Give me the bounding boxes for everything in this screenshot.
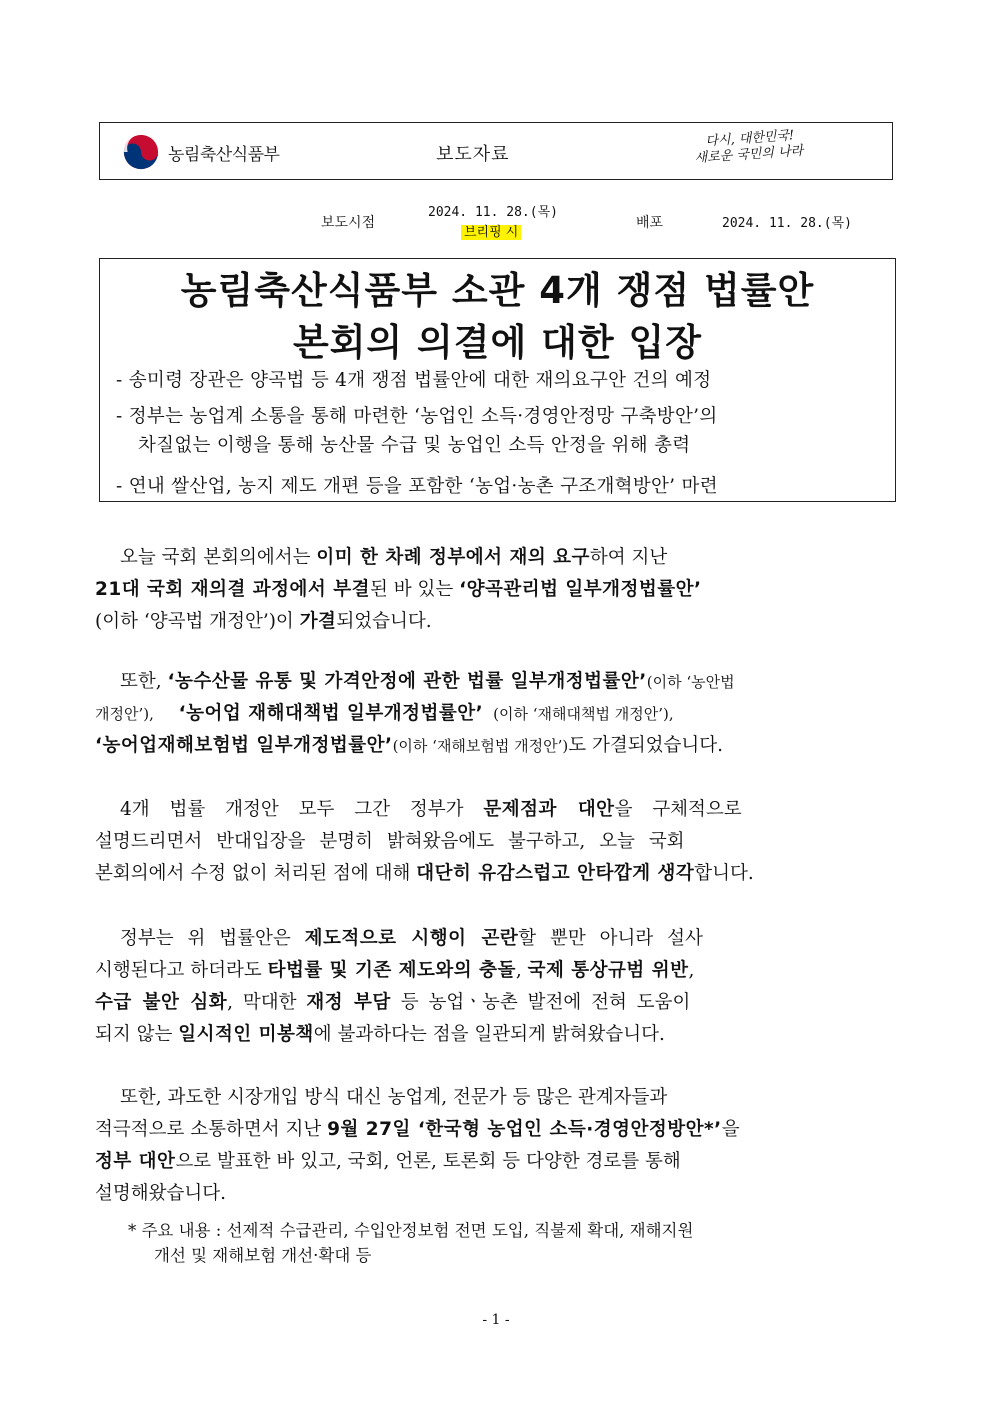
page-title	[100, 265, 895, 369]
page-number: - 1 -	[482, 1312, 510, 1328]
release-note: 브리핑 시	[461, 221, 521, 240]
taegeuk-icon	[122, 133, 160, 171]
slogan-line1: 다시, 대한민국!	[705, 128, 795, 150]
distribution-date: 2024. 11. 28.(목)	[722, 216, 852, 231]
footnote	[128, 1218, 693, 1268]
paragraph-2: 또한, ‘농수산물 유통 및 가격안정에 관한 법률 일부개정법률안’(이하 ‘농안법 개정안’), ‘농어업 재해대책법 일부개정법률안’ (이하 ‘재해대책법 개정안’), ‘농어업재해보험법 일부개정법률안’(이하 ‘재해보험법 개정안’)도 가결되었습니다.	[95, 671, 735, 756]
release-label: 보도시점	[321, 215, 376, 231]
slogan	[694, 128, 804, 167]
paragraph-5: 또한, 과도한 시장개입 방식 대신 농업계, 전문가 등 많은 관계자들과 적극적으로 소통하면서 지난 9월 27일 ‘한국형 농업인 소득·경영안정방안*’을 정부 대안으로 발표한 바 있고, 국회, 언론, 토론회 등 다양한 경로를 통해 설명해왔습니다.	[95, 1087, 740, 1204]
subpoint-2-cont: 차질없는 이행을 통해 농산물 수급 및 농업인 소득 안정을 위해 총력	[138, 435, 691, 456]
paragraph-4: 정부는 위 법률안은 제도적으로 시행이 곤란할 뿐만 아니라 설사 시행된다고 하더라도 타법률 및 기존 제도와의 충돌, 국제 통상규범 위반, 수급 불안 심화, 막대한 재정 부담 등 농업ㆍ농촌 발전에 전혀 도움이 되지 않는 일시적인 미봉책에 불과하다는 점을 일관되게 밝혀왔습니다.	[95, 928, 703, 1045]
subpoint-2: - 정부는 농업계 소통을 통해 마련한 ‘농업인 소득·경영안정망 구축방안’의	[116, 406, 718, 427]
header-box	[99, 122, 893, 180]
distribution-label: 배포	[636, 215, 664, 231]
subpoint-3: - 연내 쌀산업, 농지 제도 개편 등을 포함한 ‘농업·농촌 구조개혁방안’ 마련	[116, 476, 718, 497]
title-box	[99, 258, 896, 502]
footnote-line2: 개선 및 재해보험 개선·확대 등	[154, 1246, 372, 1265]
title-line1: 농림축산식품부 소관 4개 쟁점 법률안	[180, 269, 815, 312]
paragraph-3: 4개 법률 개정안 모두 그간 정부가 문제점과 대안을 구체적으로 설명드리면서 반대입장을 분명히 밝혀왔음에도 불구하고, 오늘 국회 본회의에서 수정 없이 처리된 점에 대해 대단히 유감스럽고 안타깝게 생각합니다.	[95, 799, 754, 884]
subpoint-1: - 송미령 장관은 양곡법 등 4개 쟁점 법률안에 대한 재의요구안 건의 예정	[116, 370, 712, 391]
title-line2: 본회의 의결에 대한 입장	[292, 321, 703, 364]
ministry-logo	[122, 133, 279, 171]
ministry-name: 농림축산식품부	[168, 144, 280, 165]
slogan-line2: 새로운 국민의 나라	[694, 143, 804, 167]
paragraph-1: 오늘 국회 본회의에서는 이미 한 차례 정부에서 재의 요구하여 지난 21대 국회 재의결 과정에서 부결된 바 있는 ‘양곡관리법 일부개정법률안’ (이하 ‘양곡법 개정안’)이 가결되었습니다.	[95, 547, 702, 632]
doc-type: 보도자료	[436, 144, 510, 165]
footnote-line1: * 주요 내용 : 선제적 수급관리, 수입안정보험 전면 도입, 직불제 확대, 재해지원	[128, 1221, 694, 1240]
release-date: 2024. 11. 28.(목)	[428, 205, 558, 220]
